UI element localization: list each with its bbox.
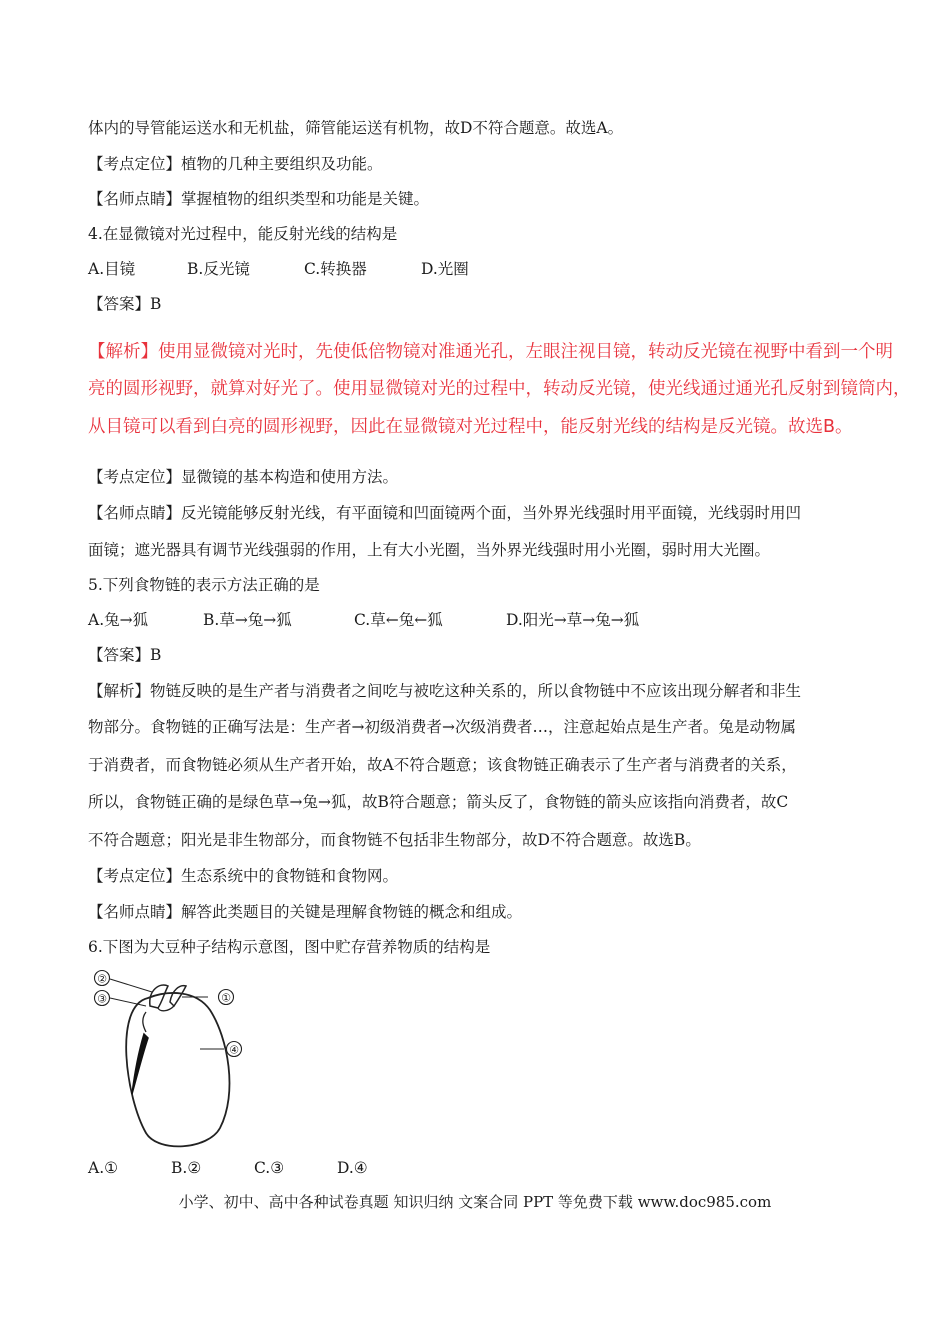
- q4-answer: 【答案】B: [88, 295, 162, 313]
- q4-dianjing-line: 【名师点睛】反光镜能够反射光线，有平面镜和凹面镜两个面，当外界光线强时用平面镜，光线弱时用凹: [88, 504, 802, 522]
- q4-option-c: C.转换器: [304, 260, 367, 278]
- kaodian-line: 【考点定位】植物的几种主要组织及功能。: [88, 155, 383, 173]
- q4-kaodian: 【考点定位】显微镜的基本构造和使用方法。: [88, 468, 399, 486]
- label-1: ①: [221, 991, 231, 1005]
- q5-analysis-line: 不符合题意；阳光是非生物部分，而食物链不包括非生物部分，故D不符合题意。故选B。: [88, 831, 701, 849]
- label-2: ②: [97, 972, 107, 986]
- soybean-seed-diagram: [88, 968, 258, 1148]
- q4-analysis-line: 从目镜可以看到白亮的圆形视野，因此在显微镜对光过程中，能反射光线的结构是反光镜。故选B。: [88, 417, 853, 437]
- question-6: 6.下图为大豆种子结构示意图，图中贮存营养物质的结构是: [88, 938, 491, 956]
- q6-option-a: A.①: [88, 1159, 119, 1177]
- q6-option-d: D.④: [337, 1159, 368, 1177]
- question-5: 5.下列食物链的表示方法正确的是: [88, 576, 320, 594]
- q4-dianjing-line: 面镜；遮光器具有调节光线强弱的作用，上有大小光圈，当外界光线强时用小光圈，弱时用大光圈。: [88, 541, 771, 559]
- q4-option-b: B.反光镜: [187, 260, 250, 278]
- q5-dianjing: 【名师点睛】解答此类题目的关键是理解食物链的概念和组成。: [88, 903, 523, 921]
- question-4: 4.在显微镜对光过程中，能反射光线的结构是: [88, 225, 398, 243]
- q5-option-d: D.阳光→草→兔→狐: [506, 611, 640, 629]
- q5-analysis-line: 所以，食物链正确的是绿色草→兔→狐，故B符合题意；箭头反了，食物链的箭头应该指向消费者，故C: [88, 793, 789, 811]
- q5-option-c: C.草←兔←狐: [354, 611, 443, 629]
- dianjing-line: 【名师点睛】掌握植物的组织类型和功能是关键。: [88, 190, 430, 208]
- q5-option-a: A.兔→狐: [88, 611, 149, 629]
- q5-option-b: B.草→兔→狐: [203, 611, 292, 629]
- label-3: ③: [97, 992, 107, 1006]
- q6-option-b: B.②: [171, 1159, 202, 1177]
- q4-option-a: A.目镜: [88, 260, 136, 278]
- q5-kaodian: 【考点定位】生态系统中的食物链和食物网。: [88, 867, 399, 885]
- q5-analysis-line: 【解析】物链反映的是生产者与消费者之间吃与被吃这种关系的，所以食物链中不应该出现分解者和非生: [88, 682, 802, 700]
- label-4: ④: [229, 1043, 239, 1057]
- q6-option-c: C.③: [254, 1159, 285, 1177]
- q5-answer: 【答案】B: [88, 646, 162, 664]
- q5-analysis-line: 物部分。食物链的正确写法是：生产者→初级消费者→次级消费者…，注意起始点是生产者。兔是动物属: [88, 718, 796, 736]
- q4-analysis-line: 亮的圆形视野，就算对好光了。使用显微镜对光的过程中，转动反光镜，使光线通过通光孔反射到镜筒内，: [88, 379, 911, 399]
- q4-option-d: D.光圈: [421, 260, 469, 278]
- q5-analysis-line: 于消费者，而食物链必须从生产者开始，故A不符合题意；该食物链正确表示了生产者与消费者的关系，: [88, 756, 797, 774]
- q4-analysis-line: 【解析】使用显微镜对光时，先使低倍物镜对准通光孔，左眼注视目镜，转动反光镜在视野中看到一个明: [88, 342, 893, 362]
- page-footer: 小学、初中、高中各种试卷真题 知识归纳 文案合同 PPT 等免费下载 www.doc985.com: [178, 1193, 772, 1211]
- text-line: 体内的导管能运送水和无机盐，筛管能运送有机物，故D不符合题意。故选A。: [88, 119, 624, 137]
